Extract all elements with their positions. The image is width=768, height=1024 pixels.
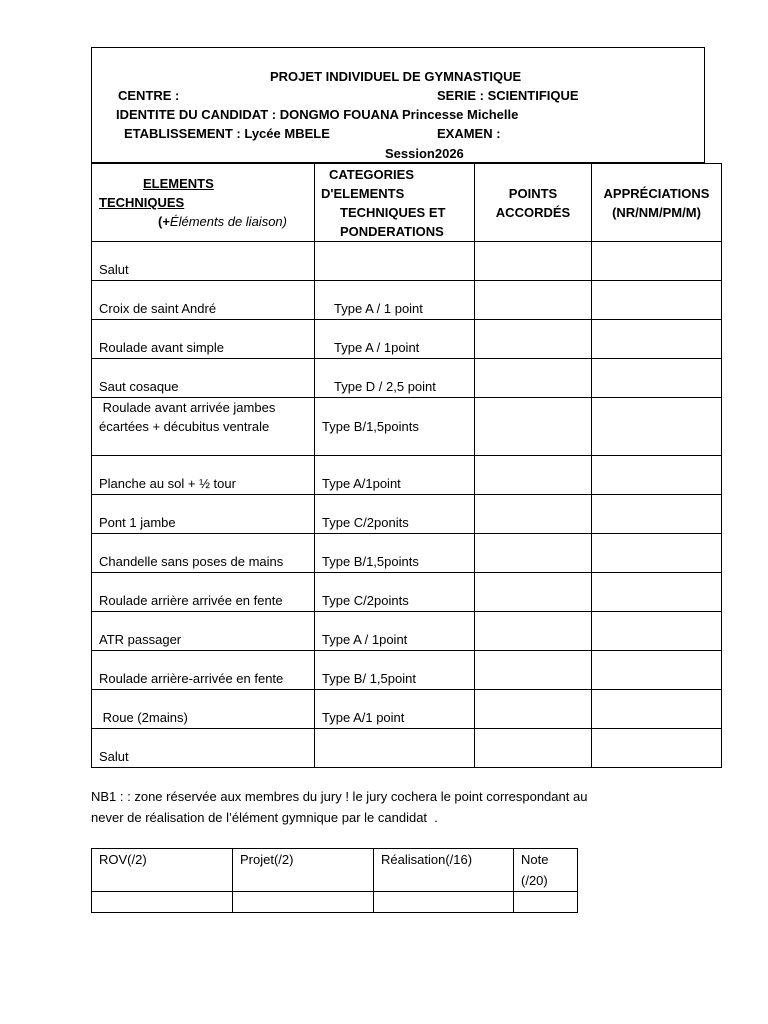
score-rov: ROV(/2) (92, 849, 233, 892)
appreciation-cell (592, 281, 722, 320)
appreciation-cell (592, 242, 722, 281)
score-projet-entry (233, 892, 374, 913)
table-row (92, 534, 722, 573)
element-cell: Roulade avant simple (92, 320, 315, 359)
score-table (91, 848, 578, 913)
element-cell: Croix de saint André (92, 281, 315, 320)
appreciation-cell (592, 612, 722, 651)
element-cell: Planche au sol + ½ tour (92, 456, 315, 495)
table-row (92, 495, 722, 534)
school-label: ETABLISSEMENT : Lycée MBELE (124, 126, 330, 141)
category-cell: Type A / 1point (315, 320, 475, 359)
appreciation-cell (592, 534, 722, 573)
score-realisation: Réalisation(/16) (374, 849, 514, 892)
appreciation-cell (592, 729, 722, 768)
category-cell: Type B/ 1,5point (315, 651, 475, 690)
table-header-row (92, 164, 722, 242)
header-points-accordes: POINTS ACCORDÉS (475, 164, 592, 242)
table-row (92, 456, 722, 495)
table-row (92, 281, 722, 320)
element-cell: Salut (92, 242, 315, 281)
points-cell (475, 242, 592, 281)
element-cell: Saut cosaque (92, 359, 315, 398)
table-row (92, 359, 722, 398)
score-entry-row (92, 892, 578, 913)
points-cell (475, 690, 592, 729)
form-title: PROJET INDIVIDUEL DE GYMNASTIQUE (270, 69, 522, 84)
serie-label: SERIE : SCIENTIFIQUE (437, 88, 579, 103)
table-row (92, 690, 722, 729)
jury-note-line1: NB1 : : zone réservée aux membres du jury ! le jury cochera le point correspondant au (91, 789, 588, 804)
score-rov-entry (92, 892, 233, 913)
table-row (92, 242, 722, 281)
category-cell: Type A/1point (315, 456, 475, 495)
category-cell (315, 242, 475, 281)
points-cell (475, 456, 592, 495)
category-cell: Type C/2points (315, 573, 475, 612)
element-cell: Roulade avant arrivée jambes écartées + décubitus ventrale (92, 398, 315, 456)
element-cell: Roulade arrière-arrivée en fente (92, 651, 315, 690)
appreciation-cell (592, 495, 722, 534)
header-appreciations: APPRÉCIATIONS (NR/NM/PM/M) (592, 164, 722, 242)
element-cell: Salut (92, 729, 315, 768)
table-row (92, 573, 722, 612)
header-elements-techniques: ELEMENTS TECHNIQUES (+Éléments de liaison) (92, 164, 315, 242)
score-note: Note (/20) (514, 849, 578, 892)
category-cell: Type A / 1point (315, 612, 475, 651)
points-cell (475, 534, 592, 573)
score-note-entry (514, 892, 578, 913)
points-cell (475, 281, 592, 320)
score-header-row (92, 849, 578, 892)
points-cell (475, 398, 592, 456)
table-row (92, 651, 722, 690)
candidate-identity: IDENTITE DU CANDIDAT : DONGMO FOUANA Princesse Michelle (116, 107, 519, 122)
points-cell (475, 729, 592, 768)
header-box (91, 47, 705, 163)
category-cell: Type C/2ponits (315, 495, 475, 534)
points-cell (475, 651, 592, 690)
jury-note-line2: never de réalisation de l’élément gymnique par le candidat . (91, 810, 438, 825)
points-cell (475, 359, 592, 398)
category-cell: Type D / 2,5 point (315, 359, 475, 398)
appreciation-cell (592, 690, 722, 729)
element-cell: ATR passager (92, 612, 315, 651)
jury-note (91, 786, 691, 828)
points-cell (475, 320, 592, 359)
header-categories: CATEGORIES D'ELEMENTS TECHNIQUES ET PONDERATIONS (315, 164, 475, 242)
exam-label: EXAMEN : (437, 126, 501, 141)
points-cell (475, 573, 592, 612)
category-cell: Type B/1,5points (315, 398, 475, 456)
table-row (92, 729, 722, 768)
appreciation-cell (592, 359, 722, 398)
appreciation-cell (592, 398, 722, 456)
category-cell (315, 729, 475, 768)
element-cell: Roulade arrière arrivée en fente (92, 573, 315, 612)
centre-label: CENTRE : (118, 88, 180, 103)
appreciation-cell (592, 456, 722, 495)
appreciation-cell (592, 320, 722, 359)
element-cell: Pont 1 jambe (92, 495, 315, 534)
category-cell: Type A/1 point (315, 690, 475, 729)
category-cell: Type A / 1 point (315, 281, 475, 320)
category-cell: Type B/1,5points (315, 534, 475, 573)
element-cell: Roue (2mains) (92, 690, 315, 729)
points-cell (475, 495, 592, 534)
appreciation-cell (592, 651, 722, 690)
score-realisation-entry (374, 892, 514, 913)
elements-table (91, 163, 722, 768)
table-row (92, 612, 722, 651)
table-row (92, 320, 722, 359)
table-row (92, 398, 722, 456)
session-label: Session2026 (385, 146, 464, 161)
appreciation-cell (592, 573, 722, 612)
points-cell (475, 612, 592, 651)
score-projet: Projet(/2) (233, 849, 374, 892)
element-cell: Chandelle sans poses de mains (92, 534, 315, 573)
